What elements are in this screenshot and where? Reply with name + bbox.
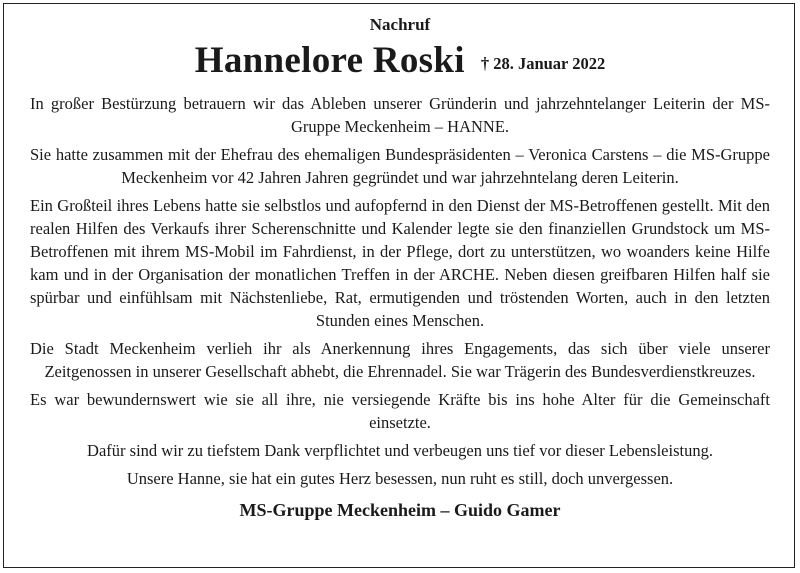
paragraph-bereavement: In großer Bestürzung betrauern wir das Ableben unserer Gründerin und jahrzehntelanger Leiterin der MS-Gruppe Meckenheim – HANNE. — [30, 94, 770, 136]
signature: MS-Gruppe Meckenheim – Guido Gamer — [239, 500, 561, 520]
title-row — [30, 42, 770, 87]
paragraph-dedication: Es war bewundernswert wie sie all ihre, nie versiegende Kräfte bis ins hohe Alter für die Gemeinschaft einsetzte. — [30, 390, 770, 432]
death-date: † 28. Januar 2022 — [480, 54, 606, 73]
deceased-name: Hannelore Roski — [194, 40, 465, 81]
paragraph-honors: Die Stadt Meckenheim verlieh ihr als Anerkennung ihres Engagements, das sich über viele unserer Zeitgenossen in unserer Gesellschaft abhebt, die Ehrennadel. Sie war Trägerin des Bundesverdienstkreuzes. — [30, 339, 770, 381]
paragraph-farewell: Unsere Hanne, sie hat ein gutes Herz besessen, nun ruht es still, doch unvergessen. — [126, 469, 674, 488]
paragraph-founding: Sie hatte zusammen mit der Ehefrau des ehemaligen Bundespräsidenten – Veronica Carstens – die MS-Gruppe Meckenheim vor 42 Jahren Jahren gegründet und war jahrzehntelang deren Leiterin. — [30, 145, 770, 187]
obituary-content — [30, 14, 770, 522]
paragraph-gratitude: Dafür sind wir zu tiefstem Dank verpflichtet und verbeugen uns tief vor dieser Lebensleistung. — [87, 441, 713, 460]
obituary-header: Nachruf — [369, 15, 431, 34]
paragraph-life-work: Ein Großteil ihres Lebens hatte sie selbstlos und aufopfernd in den Dienst der MS-Betroffenen gestellt. Mit den realen Hilfen des Verkaufs ihrer Scherenschnitte und Kalender legte sie den finanziellen Grundstock um MS-Betroffenen mit ihrem MS-Mobil im Fahrdienst, in der Pflege, dort zu unterstützen, wo woanders keine Hilfe kam und in der Organisation der monatlichen Treffen in der ARCHE. Neben diesen greifbaren Hilfen half sie spürbar und einfühlsam mit Nächstenliebe, Rat, ermutigenden und tröstenden Worten, auch in den letzten Stunden eines Menschen. — [30, 196, 770, 330]
